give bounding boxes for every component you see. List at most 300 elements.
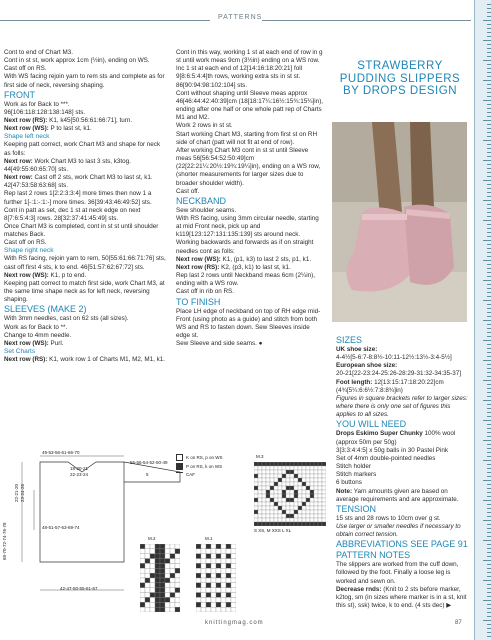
stitch-cell xyxy=(306,486,310,490)
instruction-line xyxy=(176,264,324,272)
stitch-cell xyxy=(294,494,298,498)
ruler-tick xyxy=(487,444,491,445)
paragraph: Work 2 rows in st st. xyxy=(176,122,233,130)
stitch-cell xyxy=(140,578,145,583)
ruler-tick xyxy=(483,240,491,241)
stitch-cell xyxy=(258,498,262,502)
stitch-cell xyxy=(206,568,211,573)
stitch-cell xyxy=(165,602,170,607)
ruler-tick xyxy=(487,496,491,497)
paragraph: Cast off on RS. xyxy=(4,65,47,73)
stitch-cell xyxy=(298,506,302,510)
stitch-cell xyxy=(231,593,236,598)
stitch-cell xyxy=(201,593,206,598)
paragraph: Cont in this way, working 1 st at each end of row in g st until work meas 9cm (3½in) ending on a WS row. xyxy=(176,49,323,65)
stitch-cell xyxy=(314,478,318,482)
paragraph: Keeping patt correct, work Chart M3 and shape for neck as folls: xyxy=(4,141,161,157)
ruler-tick xyxy=(487,532,491,533)
ruler-tick xyxy=(487,612,491,613)
stitch-cell xyxy=(314,470,318,474)
stitch-cell xyxy=(216,602,221,607)
ruler-tick xyxy=(483,600,491,601)
stitch-cell xyxy=(302,510,306,514)
stitch-cell xyxy=(254,482,258,486)
instruction-text: 100% wool (approx 50m per 50g) xyxy=(336,430,456,446)
stitch-cell xyxy=(145,554,150,559)
ruler-tick xyxy=(487,168,491,169)
stitch-cell xyxy=(282,466,286,470)
ruler-tick xyxy=(487,116,491,117)
stitch-cell xyxy=(160,554,165,559)
stitch-cell xyxy=(206,583,211,588)
stitch-cell xyxy=(155,568,160,573)
stitch-cell xyxy=(278,486,282,490)
stitch-cell xyxy=(278,490,282,494)
stitch-cell xyxy=(322,498,326,502)
stitch-cell xyxy=(254,466,258,470)
stitch-cell xyxy=(282,502,286,506)
ruler-tick xyxy=(483,500,491,501)
stitch-cell xyxy=(254,502,258,506)
stitch-cell xyxy=(201,563,206,568)
ruler-tick xyxy=(487,208,491,209)
stitch-cell xyxy=(282,518,286,522)
stitch-cell xyxy=(150,568,155,573)
stitch-cell xyxy=(211,559,216,564)
stitch-cell xyxy=(170,593,175,598)
stitch-cell xyxy=(206,607,211,612)
stitch-cell xyxy=(306,498,310,502)
stitch-cell xyxy=(286,486,290,490)
stitch-cell xyxy=(310,486,314,490)
stitch-cell xyxy=(155,597,160,602)
stitch-cell xyxy=(262,502,266,506)
stitch-cell xyxy=(145,607,150,612)
stitch-cell xyxy=(231,563,236,568)
stitch-cell xyxy=(322,494,326,498)
stitch-cell xyxy=(310,482,314,486)
paragraph: Cast off on RS. xyxy=(4,239,47,247)
stitch-cell xyxy=(211,554,216,559)
stitch-cell xyxy=(258,510,262,514)
stitch-cell xyxy=(254,510,258,514)
stitch-cell xyxy=(310,466,314,470)
stitch-cell xyxy=(302,478,306,482)
stitch-cell xyxy=(274,462,278,466)
stitch-cell xyxy=(286,514,290,518)
ruler-tick xyxy=(487,284,491,285)
stitch-cell xyxy=(196,597,201,602)
page-number: 87 xyxy=(455,620,462,626)
stitch-cell xyxy=(231,559,236,564)
stitch-cell xyxy=(145,583,150,588)
ruler-tick xyxy=(487,384,491,385)
stitch-cell xyxy=(231,588,236,593)
stitch-cell xyxy=(201,568,206,573)
stitch-cell xyxy=(278,506,282,510)
stitch-cell xyxy=(165,559,170,564)
ruler-tick xyxy=(483,120,491,121)
ruler-tick xyxy=(487,4,491,5)
stitch-cell xyxy=(286,522,290,526)
ruler-tick xyxy=(483,420,491,421)
stitch-cell xyxy=(302,502,306,506)
section-heading: SIZES xyxy=(336,335,363,345)
stitch-cell xyxy=(140,568,145,573)
stitch-cell xyxy=(298,490,302,494)
ruler-tick xyxy=(487,136,491,137)
ruler-tick xyxy=(483,480,491,481)
stitch-cell xyxy=(216,563,221,568)
ruler-tick xyxy=(487,372,491,373)
stitch-cell xyxy=(170,597,175,602)
ruler-tick xyxy=(487,412,491,413)
stitch-cell xyxy=(302,518,306,522)
ruler-tick xyxy=(487,488,491,489)
column-left xyxy=(4,49,166,364)
paragraph: 4-4½[5-6:7-8:8½-10:11-12½:13½-3:4-5½] xyxy=(336,354,452,362)
ruler-tick xyxy=(487,8,491,9)
stitch-cell xyxy=(270,518,274,522)
ruler-tick xyxy=(483,540,491,541)
stitch-cell xyxy=(211,597,216,602)
stitch-cell xyxy=(196,573,201,578)
stitch-cell xyxy=(282,490,286,494)
ruler-tick xyxy=(487,592,491,593)
stitch-cell xyxy=(160,578,165,583)
stitch-cell xyxy=(322,490,326,494)
stitch-cell xyxy=(318,482,322,486)
ruler-tick xyxy=(487,148,491,149)
ruler-tick xyxy=(487,472,491,473)
stitch-cell xyxy=(286,482,290,486)
stitch-cell xyxy=(196,554,201,559)
paragraph: Cont in patt as set, dec 1 st at neck edge on next 8[7:6:5:4:3] rows. 28[32:37:41:45:49] sts. xyxy=(4,206,141,222)
stitch-cell xyxy=(155,573,160,578)
legend-item-purl xyxy=(176,463,246,470)
stitch-cell xyxy=(221,602,226,607)
stitch-cell xyxy=(226,563,231,568)
stitch-cell xyxy=(286,518,290,522)
stitch-cell xyxy=(160,583,165,588)
section-heading: YOU WILL NEED xyxy=(336,419,407,430)
stitch-cell xyxy=(170,568,175,573)
stitch-cell xyxy=(302,462,306,466)
stitch-cell xyxy=(318,510,322,514)
stitch-cell xyxy=(150,607,155,612)
stitch-cell xyxy=(254,506,258,510)
stitch-cell xyxy=(201,573,206,578)
stitch-cell xyxy=(278,494,282,498)
stitch-cell xyxy=(278,498,282,502)
stitch-cell xyxy=(262,486,266,490)
ruler-tick xyxy=(483,160,491,161)
ruler-tick xyxy=(487,528,491,529)
stitch-cell xyxy=(310,522,314,526)
stitch-cell xyxy=(282,474,286,478)
stitch-cell xyxy=(155,583,160,588)
ruler-tick xyxy=(487,604,491,605)
stitch-cell xyxy=(274,518,278,522)
stitch-cell xyxy=(226,602,231,607)
instruction-text: (Knit to 2 sts before marker, k2tog, sm (in sizes where marker is in a st, knit this st), ssk) twice, k to end. (4 sts dec) ▶ xyxy=(336,585,467,610)
instruction-line xyxy=(336,379,470,395)
ruler-tick xyxy=(487,408,491,409)
stitch-cell xyxy=(165,578,170,583)
stitch-cell xyxy=(314,502,318,506)
stitch-cell xyxy=(201,597,206,602)
stitch-cell xyxy=(298,502,302,506)
stitch-cell xyxy=(294,486,298,490)
ruler-tick xyxy=(487,92,491,93)
ruler-tick xyxy=(487,468,491,469)
stitch-cell xyxy=(310,474,314,478)
paragraph: Keeping patt correct to match first side, work Chart M3, at the same time shape neck as for left neck, reversing shaping. xyxy=(4,279,165,304)
stitch-cell xyxy=(145,573,150,578)
ruler-tick xyxy=(487,376,491,377)
stitch-cell xyxy=(310,470,314,474)
stitch-cell xyxy=(278,470,282,474)
stitch-cell xyxy=(278,510,282,514)
stitch-cell xyxy=(318,478,322,482)
bold-lead: Drops Eskimo Super Chunky xyxy=(336,430,423,438)
stitch-cell xyxy=(160,559,165,564)
stitch-cell xyxy=(221,583,226,588)
stitch-cell xyxy=(226,544,231,549)
stitch-cell xyxy=(231,568,236,573)
stitch-cell xyxy=(266,490,270,494)
section-header xyxy=(0,14,471,24)
stitch-cell xyxy=(286,502,290,506)
bold-lead: Next row (RS): xyxy=(4,356,48,363)
stitch-cell xyxy=(302,470,306,474)
stitch-cell xyxy=(196,559,201,564)
stitch-cell xyxy=(266,482,270,486)
paragraph: Work as for Back to **. xyxy=(4,323,68,331)
stitch-cell xyxy=(290,502,294,506)
ruler-tick xyxy=(487,216,491,217)
stitch-cell xyxy=(270,482,274,486)
stitch-cell xyxy=(170,544,175,549)
stitch-cell xyxy=(274,498,278,502)
stitch-cell xyxy=(274,522,278,526)
section-heading: SLEEVES (MAKE 2) xyxy=(4,304,87,315)
stitch-cell xyxy=(170,563,175,568)
stitch-cell xyxy=(306,506,310,510)
stitch-cell xyxy=(270,510,274,514)
stitch-cell xyxy=(294,470,298,474)
stitch-cell xyxy=(211,583,216,588)
stitch-cell xyxy=(278,466,282,470)
stitch-cell xyxy=(294,482,298,486)
paragraph: Sew shoulder seams. xyxy=(176,206,237,214)
stitch-cell xyxy=(290,494,294,498)
paragraph: Rep last 2 rows 1[2:2:3:3:4] more times then now 1 a further 1[-:1:-:1:-] more times. 36[39:43:46:49:52] sts. xyxy=(4,190,152,206)
stitch-cell xyxy=(322,506,326,510)
stitch-cell xyxy=(298,462,302,466)
ruler-tick xyxy=(487,128,491,129)
stitch-cell xyxy=(282,478,286,482)
stitch-cell xyxy=(206,563,211,568)
stitch-cell xyxy=(231,583,236,588)
stitch-cell xyxy=(262,506,266,510)
stitch-cell xyxy=(290,474,294,478)
stitch-cell xyxy=(314,510,318,514)
stitch-cell xyxy=(290,518,294,522)
ruler-tick xyxy=(487,484,491,485)
ruler-tick xyxy=(487,324,491,325)
ruler-tick xyxy=(487,584,491,585)
stitch-cell xyxy=(140,593,145,598)
instruction-line xyxy=(4,117,166,125)
stitch-cell xyxy=(282,470,286,474)
stitch-cell xyxy=(290,506,294,510)
stitch-cell xyxy=(165,597,170,602)
paragraph: With RS facing, rejoin yarn to rem, 50[55:61:66:71:76] sts, cast off first 4 sts, k to end. 46[51:57:62:67:72] sts. xyxy=(4,255,166,271)
stitch-cell xyxy=(286,506,290,510)
ruler-tick xyxy=(483,380,491,381)
ruler-tick xyxy=(487,328,491,329)
stitch-cell xyxy=(282,498,286,502)
ruler-tick xyxy=(487,72,491,73)
stitch-cell xyxy=(155,563,160,568)
stitch-cell xyxy=(201,583,206,588)
paragraph: Work as for Back to ***. xyxy=(4,100,70,108)
ruler-tick xyxy=(483,80,491,81)
stitch-cell xyxy=(150,554,155,559)
stitch-cell xyxy=(302,474,306,478)
ruler-tick xyxy=(487,572,491,573)
stitch-cell xyxy=(254,494,258,498)
stitch-cell xyxy=(221,588,226,593)
stitch-cell xyxy=(160,573,165,578)
stitch-cell xyxy=(314,506,318,510)
ruler-tick xyxy=(487,436,491,437)
stitch-cell xyxy=(165,583,170,588)
stitch-cell xyxy=(155,588,160,593)
paragraph: 20-21[22-23:24-25:26-28:29-31:32-34:35-37] xyxy=(336,370,461,378)
stitch-cell xyxy=(175,544,180,549)
stitch-cell xyxy=(282,510,286,514)
stitch-cell xyxy=(306,466,310,470)
ruler-tick xyxy=(487,476,491,477)
stitch-cell xyxy=(278,462,282,466)
stitch-cell xyxy=(318,518,322,522)
stitch-cell xyxy=(282,514,286,518)
stitch-cell xyxy=(196,593,201,598)
stitch-cell xyxy=(258,466,262,470)
paragraph: Rep last 2 rows until Neckband meas 6cm (2¼in), ending with a WS row. xyxy=(176,272,315,288)
bold-lead: Next row (WS): xyxy=(176,255,221,263)
stitch-grid xyxy=(140,544,180,612)
stitch-cell xyxy=(322,470,326,474)
stitch-cell xyxy=(170,607,175,612)
note-text: Figures in square brackets refer to larger sizes: where there is only one set of figures this applies to all sizes. xyxy=(336,394,468,419)
stitch-cell xyxy=(294,514,298,518)
ruler-tick xyxy=(487,36,491,37)
ruler-tick xyxy=(487,264,491,265)
paragraph: Start working Chart M3, starting from first st on RH side of chart (patt will not fit at end of row). xyxy=(176,130,318,146)
stitch-cell xyxy=(274,474,278,478)
stitch-cell xyxy=(294,462,298,466)
ruler-tick xyxy=(487,312,491,313)
stitch-cell xyxy=(266,518,270,522)
instruction-line xyxy=(4,174,166,190)
stitch-cell xyxy=(274,486,278,490)
stitch-cell xyxy=(211,563,216,568)
stitch-cell xyxy=(266,470,270,474)
stitch-cell xyxy=(278,518,282,522)
stitch-cell xyxy=(140,602,145,607)
ruler-tick xyxy=(487,616,491,617)
stitch-cell xyxy=(226,554,231,559)
ruler-tick xyxy=(487,276,491,277)
stitch-cell xyxy=(206,593,211,598)
ruler-tick xyxy=(487,336,491,337)
stitch-cell xyxy=(322,466,326,470)
stitch-cell xyxy=(170,588,175,593)
ruler-tick xyxy=(487,12,491,13)
stitch-cell xyxy=(314,518,318,522)
stitch-cell xyxy=(258,494,262,498)
instruction-text: K1, (p1, k3) to last 2 sts, p1, k1. xyxy=(220,255,312,263)
stitch-cell xyxy=(155,554,160,559)
ruler-tick xyxy=(487,296,491,297)
stitch-cell xyxy=(302,466,306,470)
ruler-tick xyxy=(487,248,491,249)
stitch-cell xyxy=(211,593,216,598)
ruler-tick xyxy=(487,464,491,465)
ruler-tick xyxy=(483,260,491,261)
ruler-tick xyxy=(487,424,491,425)
stitch-cell xyxy=(322,518,326,522)
stitch-cell xyxy=(175,578,180,583)
stitch-cell xyxy=(306,482,310,486)
ruler-tick xyxy=(487,368,491,369)
stitch-cell xyxy=(286,510,290,514)
schematic-cuff: 5 xyxy=(146,472,149,477)
stitch-cell xyxy=(206,573,211,578)
stitch-cell xyxy=(306,502,310,506)
stitch-cell xyxy=(306,470,310,474)
ruler-tick xyxy=(483,520,491,521)
ruler-tick xyxy=(487,104,491,105)
stitch-cell xyxy=(286,478,290,482)
stitch-cell xyxy=(282,506,286,510)
legend-label: P on RS, k on WS xyxy=(186,464,223,469)
section-heading: TO FINISH xyxy=(176,296,221,307)
stitch-cell xyxy=(258,470,262,474)
title-line-1: STRAWBERRY xyxy=(357,60,443,72)
chart-m1 xyxy=(196,544,236,612)
stitch-cell xyxy=(262,522,266,526)
subheading: Set Charts xyxy=(4,348,36,355)
instruction-line xyxy=(336,362,470,370)
stitch-cell xyxy=(258,518,262,522)
ruler-tick xyxy=(487,84,491,85)
stitch-cell xyxy=(262,474,266,478)
stitch-cell xyxy=(270,514,274,518)
stitch-cell xyxy=(318,470,322,474)
bold-lead: European shoe size: xyxy=(336,362,398,370)
stitch-cell xyxy=(298,466,302,470)
stitch-cell xyxy=(306,494,310,498)
stitch-cell xyxy=(262,510,266,514)
legend-item-caf xyxy=(176,472,246,477)
stitch-cell xyxy=(306,518,310,522)
stitch-cell xyxy=(274,502,278,506)
ruler-tick xyxy=(487,636,491,637)
